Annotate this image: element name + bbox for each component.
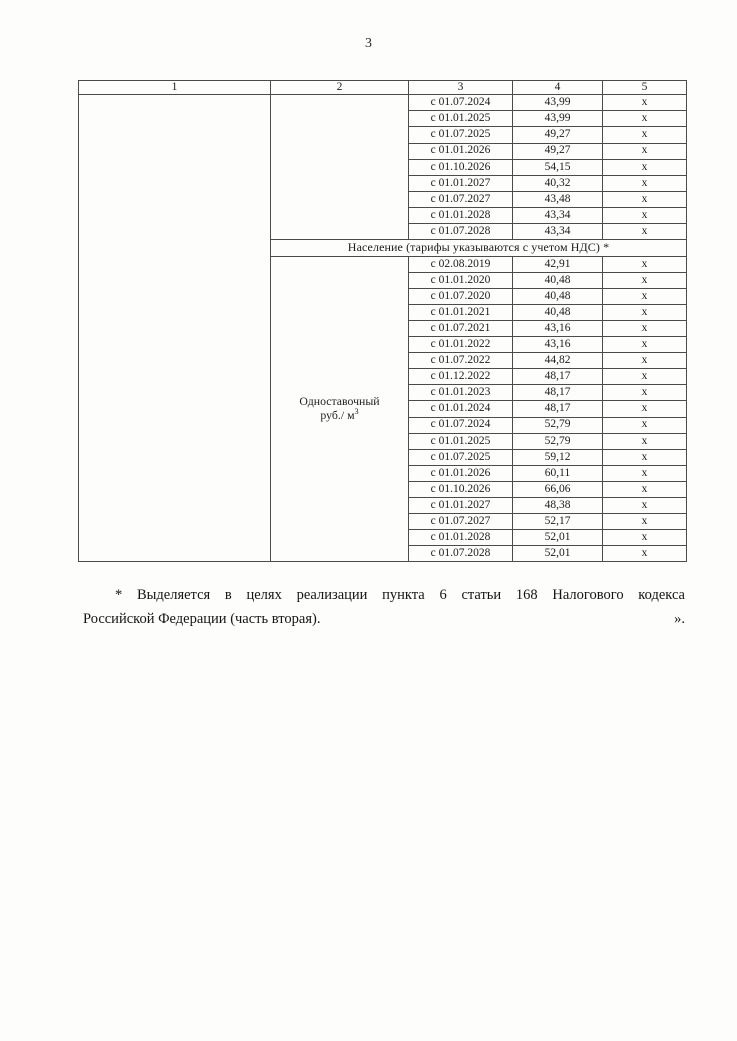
note-cell: х: [603, 433, 687, 449]
tariff-value-cell: 40,48: [513, 272, 603, 288]
note-cell: х: [603, 401, 687, 417]
footnote-line-2: Российской Федерации (часть вторая).: [83, 611, 321, 627]
effective-date-cell: с 02.08.2019: [409, 256, 513, 272]
tariff-value-cell: 43,99: [513, 111, 603, 127]
tariff-value-cell: 40,48: [513, 304, 603, 320]
note-cell: х: [603, 143, 687, 159]
note-cell: х: [603, 369, 687, 385]
tariff-value-cell: 48,17: [513, 401, 603, 417]
tariff-value-cell: 49,27: [513, 143, 603, 159]
effective-date-cell: с 01.01.2026: [409, 465, 513, 481]
footnote-line-1: * Выделяется в целях реализации пункта 6 статьи 168 Налогового кодекса: [115, 587, 685, 603]
effective-date-cell: с 01.07.2028: [409, 223, 513, 239]
tariff-value-cell: 43,34: [513, 223, 603, 239]
effective-date-cell: с 01.01.2028: [409, 207, 513, 223]
note-cell: х: [603, 207, 687, 223]
tariff-value-cell: 49,27: [513, 127, 603, 143]
tariff-row: [79, 95, 687, 111]
spanning-empty-cell: [79, 95, 271, 562]
effective-date-cell: с 01.01.2025: [409, 111, 513, 127]
tariff-type-empty-cell: [271, 95, 409, 240]
column-header-4: 4: [513, 81, 603, 95]
tariff-value-cell: 52,17: [513, 514, 603, 530]
section-header-cell: Население (тарифы указываются с учетом НДС) *: [271, 240, 687, 257]
column-header-1: 1: [79, 81, 271, 95]
tariff-value-cell: 43,99: [513, 95, 603, 111]
note-cell: х: [603, 417, 687, 433]
note-cell: х: [603, 256, 687, 272]
note-cell: х: [603, 353, 687, 369]
table-header-row: [79, 81, 687, 95]
note-cell: х: [603, 288, 687, 304]
effective-date-cell: с 01.12.2022: [409, 369, 513, 385]
note-cell: х: [603, 481, 687, 497]
tariff-type-cell: [271, 256, 409, 562]
note-cell: х: [603, 223, 687, 239]
effective-date-cell: с 01.07.2022: [409, 353, 513, 369]
tariff-value-cell: 48,17: [513, 369, 603, 385]
table-body: [79, 95, 687, 562]
note-cell: х: [603, 320, 687, 336]
effective-date-cell: с 01.01.2020: [409, 272, 513, 288]
note-cell: х: [603, 337, 687, 353]
effective-date-cell: с 01.10.2026: [409, 159, 513, 175]
effective-date-cell: с 01.07.2024: [409, 95, 513, 111]
column-header-5: 5: [603, 81, 687, 95]
tariff-value-cell: 43,16: [513, 320, 603, 336]
effective-date-cell: с 01.07.2027: [409, 191, 513, 207]
note-cell: х: [603, 546, 687, 562]
tariff-type-unit: руб./ $м^3$: [320, 407, 359, 422]
page-number: 3: [365, 36, 372, 51]
effective-date-cell: с 01.01.2027: [409, 497, 513, 513]
note-cell: х: [603, 111, 687, 127]
note-cell: х: [603, 385, 687, 401]
note-cell: х: [603, 95, 687, 111]
effective-date-cell: с 01.01.2023: [409, 385, 513, 401]
note-cell: х: [603, 497, 687, 513]
tariff-type-name: Одноставочный: [299, 394, 380, 409]
tariff-table: [78, 80, 687, 562]
tariff-value-cell: 52,01: [513, 530, 603, 546]
column-header-3: 3: [409, 81, 513, 95]
tariff-value-cell: 44,82: [513, 353, 603, 369]
effective-date-cell: с 01.01.2022: [409, 337, 513, 353]
effective-date-cell: с 01.07.2025: [409, 449, 513, 465]
effective-date-cell: с 01.01.2026: [409, 143, 513, 159]
note-cell: х: [603, 530, 687, 546]
tariff-value-cell: 52,79: [513, 417, 603, 433]
note-cell: х: [603, 175, 687, 191]
effective-date-cell: с 01.01.2024: [409, 401, 513, 417]
tariff-value-cell: 59,12: [513, 449, 603, 465]
note-cell: х: [603, 191, 687, 207]
note-cell: х: [603, 127, 687, 143]
closing-quote-mark: ».: [674, 611, 685, 627]
note-cell: х: [603, 514, 687, 530]
effective-date-cell: с 01.01.2021: [409, 304, 513, 320]
tariff-value-cell: 66,06: [513, 481, 603, 497]
effective-date-cell: с 01.07.2021: [409, 320, 513, 336]
note-cell: х: [603, 465, 687, 481]
tariff-value-cell: 43,16: [513, 337, 603, 353]
tariff-value-cell: 52,01: [513, 546, 603, 562]
tariff-value-cell: 43,48: [513, 191, 603, 207]
tariff-value-cell: 42,91: [513, 256, 603, 272]
tariff-value-cell: 60,11: [513, 465, 603, 481]
tariff-value-cell: 52,79: [513, 433, 603, 449]
note-cell: х: [603, 159, 687, 175]
effective-date-cell: с 01.10.2026: [409, 481, 513, 497]
effective-date-cell: с 01.01.2025: [409, 433, 513, 449]
tariff-value-cell: 54,15: [513, 159, 603, 175]
tariff-value-cell: 43,34: [513, 207, 603, 223]
effective-date-cell: с 01.01.2028: [409, 530, 513, 546]
effective-date-cell: с 01.07.2028: [409, 546, 513, 562]
effective-date-cell: с 01.07.2020: [409, 288, 513, 304]
tariff-value-cell: 48,17: [513, 385, 603, 401]
tariff-value-cell: 48,38: [513, 497, 603, 513]
note-cell: х: [603, 449, 687, 465]
effective-date-cell: с 01.01.2027: [409, 175, 513, 191]
column-header-2: 2: [271, 81, 409, 95]
effective-date-cell: с 01.07.2025: [409, 127, 513, 143]
tariff-value-cell: 40,48: [513, 288, 603, 304]
tariff-value-cell: 40,32: [513, 175, 603, 191]
footnote: [83, 583, 685, 631]
note-cell: х: [603, 304, 687, 320]
effective-date-cell: с 01.07.2027: [409, 514, 513, 530]
effective-date-cell: с 01.07.2024: [409, 417, 513, 433]
note-cell: х: [603, 272, 687, 288]
